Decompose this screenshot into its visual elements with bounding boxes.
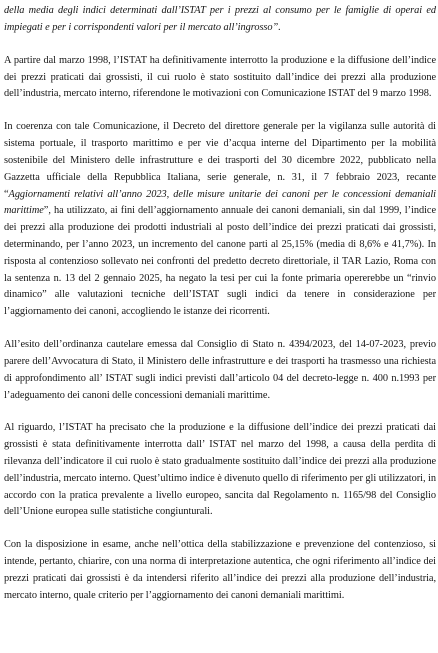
paragraph-consiglio-di-stato [4,337,436,404]
paragraph-quote-tail [4,3,436,37]
paragraph-istat-1998 [4,53,436,103]
paragraph-istat-precisazione [4,420,436,521]
paragraph-text: Con la disposizione in esame, anche nell’ottica della stabilizzazione e prevenzione del contenzioso, si intende, pertanto, chiarire, con una norma di interpretazione autentica, che ogni riferimento all’indice dei prezzi praticati dai grossisti è da intendersi riferito all’indice dei prezzi alla produzione dell’industria, mercato interno, quale criterio per l’aggiornamento dei canoni demaniali marittimi. [4,539,436,601]
paragraph-text: Al riguardo, l’ISTAT ha precisato che la produzione e la diffusione dell’indice dei prezzi praticati dai grossisti è stata definitivamente interrotta dall’ ISTAT nel marzo del 1998, a causa della perdita di rilevanza dell’indicatore il cui ruolo è stato gradualmente sostituito dall’indice dei prezzi alla produzione dell’industria, mercato interno. Quest’ultimo indice è divenuto quello di riferimento per gli utilizzatori, in accordo con la pratica prevalente a livello europeo, sancita dal Regolamento n. 1165/98 del Consiglio dell’Unione europea sulle statistiche congiunturali. [4,422,436,518]
paragraph-text: All’esito dell’ordinanza cautelare emessa dal Consiglio di Stato n. 4394/2023, del 14-07-2023, previo parere dell’Avvocatura di Stato, il Ministero delle infrastrutture e dei trasporti ha trasmesso una richiesta di approfondimento all’ ISTAT sugli indici previsti dall’articolo 04 del decreto-legge n. 400 n.1993 per l’adeguamento dei canoni delle concessioni demaniali marittime. [4,339,436,401]
quote-text: della media degli indici determinati dall’ISTAT per i prezzi al consumo per le famiglie di operai ed impiegati e per i corrispondenti valori per il mercato all’ingrosso”. [4,5,436,33]
paragraph-disposizione [4,537,436,604]
paragraph-text: ”, ha utilizzato, ai fini dell’aggiornamento annuale dei canoni demaniali, sin dal 1999, l’indice dei prezzi alla produzione dei prodotti industriali al posto dell’indice dei prezzi praticati dai grossisti, determinando, per l’anno 2023, un incremento del canone parti al 25,15% (media di 8,6% e 41,7%). In risposta al contenzioso sollevato nei confronti del predetto decreto direttoriale, il TAR Lazio, Roma con la sentenza n. 13 del 2 gennaio 2025, ha negato la tesi per cui la fonte primaria opererebbe un “rinvio dinamico” alle valutazioni tecniche dell’ISTAT sugli indici da tenere in considerazione per l’aggiornamento dei canoni, accogliendo le istanze dei ricorrenti. [4,205,436,318]
document-body [4,3,436,621]
decree-title: Aggiornamenti relativi all’anno 2023, delle misure unitarie dei canoni per le concessioni demaniali marittime [4,188,436,217]
paragraph-decreto-2022 [4,119,436,321]
paragraph-text: A partire dal marzo 1998, l’ISTAT ha definitivamente interrotto la produzione e la diffusione dell’indice dei prezzi praticati dai grossisti, il cui ruolo è stato sostituito dall’indice dei prezzi alla produzione dell’industria, mercato interno, riferendone le motivazioni con Comunicazione ISTAT del 9 marzo 1998. [4,54,436,100]
paragraph-text: In coerenza con tale Comunicazione, il Decreto del direttore generale per la vigilanza sulle autorità di sistema portuale, il trasporto marittimo e per vie d’acqua interne del Dipartimento per la mobilità sostenibile del Ministero delle infrastrutture e dei trasporti del 30 dicembre 2022, pubblicato nella Gazzetta ufficiale della Repubblica Italiana, serie generale, n. 31, il 7 febbraio 2023, recante “ [4,121,436,200]
